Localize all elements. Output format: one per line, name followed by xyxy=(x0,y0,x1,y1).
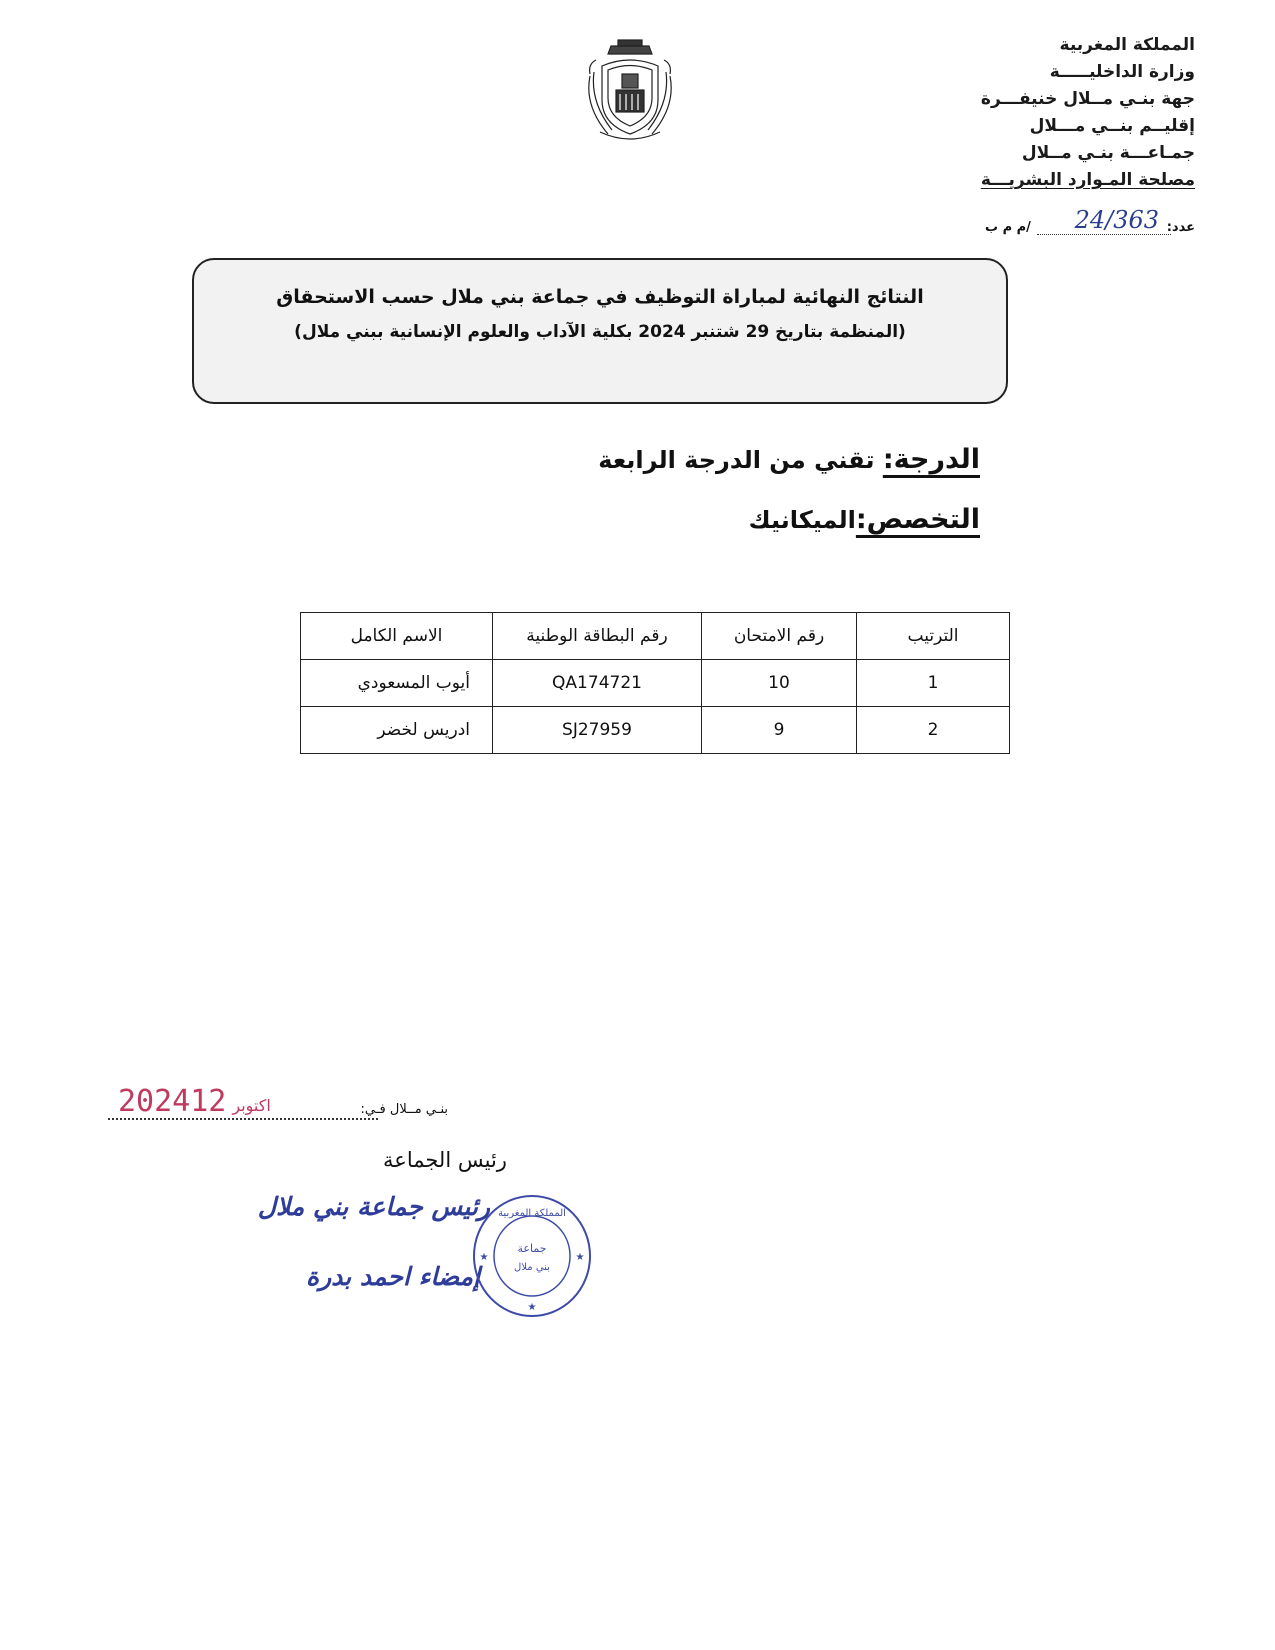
document-title: النتائج النهائية لمباراة التوظيف في جماعة بني ملال حسب الاستحقاق xyxy=(276,286,924,308)
reference-suffix: /م م ب xyxy=(985,220,1031,235)
exam-number-cell: 10 xyxy=(702,660,857,707)
national-id-cell: SJ27959 xyxy=(493,707,702,754)
header-line-province: إقليــم بنــي مـــلال xyxy=(1029,116,1195,136)
column-header-exam-number: رقم الامتحان xyxy=(702,613,857,660)
seal-inner-text-2: بني ملال xyxy=(514,1262,550,1273)
date-stamp-year: 2024 xyxy=(118,1084,191,1119)
signature-name: إمضاء احمد بدرة xyxy=(305,1262,480,1291)
official-seal-icon xyxy=(470,1192,594,1320)
grade-value: تقني من الدرجة الرابعة xyxy=(598,446,883,474)
specialty-line xyxy=(749,504,980,535)
full-name-cell: ادريس لخضر xyxy=(301,707,493,754)
title-box xyxy=(192,258,1008,404)
header-line-ministry: وزارة الداخليـــــة xyxy=(1049,62,1195,82)
reference-dots xyxy=(1037,234,1171,235)
column-header-full-name: الاسم الكامل xyxy=(301,613,493,660)
results-table xyxy=(300,612,1010,754)
date-stamp-day: 12 xyxy=(190,1084,227,1119)
column-header-rank: الترتيب xyxy=(857,613,1010,660)
reference-number xyxy=(985,206,1195,242)
grade-line xyxy=(598,444,980,475)
table-row xyxy=(301,707,1010,754)
column-header-national-id: رقم البطاقة الوطنية xyxy=(493,613,702,660)
date-stamp-month: اكتوبر xyxy=(232,1096,271,1115)
exam-number-cell: 9 xyxy=(702,707,857,754)
svg-text:★: ★ xyxy=(575,1252,585,1263)
table-header-row xyxy=(301,613,1010,660)
date-label: بنـي مــلال فـي: xyxy=(360,1102,448,1117)
reference-label: عدد: xyxy=(1166,220,1195,235)
rank-cell: 1 xyxy=(857,660,1010,707)
svg-text:★: ★ xyxy=(527,1302,537,1313)
coat-of-arms-icon xyxy=(580,36,680,146)
seal-inner-text-1: جماعة xyxy=(517,1242,547,1255)
svg-text:★: ★ xyxy=(479,1252,489,1263)
administration-header xyxy=(905,32,1195,194)
rank-cell: 2 xyxy=(857,707,1010,754)
specialty-value: الميكانيك xyxy=(748,506,856,534)
header-line-department: مصلحة المـوارد البشريـــة xyxy=(980,170,1195,190)
specialty-label: التخصص: xyxy=(855,504,980,535)
date-stamp xyxy=(118,1084,277,1119)
grade-label: الدرجة: xyxy=(882,444,980,475)
date-line xyxy=(108,1084,448,1130)
header-line-region: جهة بنـي مــلال خنيفـــرة xyxy=(980,89,1195,109)
full-name-cell: أيوب المسعودي xyxy=(301,660,493,707)
document-subtitle: (المنظمة بتاريخ 29 شتنبر 2024 بكلية الآداب والعلوم الإنسانية ببني ملال) xyxy=(294,322,906,342)
national-id-cell: QA174721 xyxy=(493,660,702,707)
table-row xyxy=(301,660,1010,707)
header-line-kingdom: المملكة المغربية xyxy=(1059,35,1195,55)
president-title: رئيس الجماعة xyxy=(383,1148,507,1172)
seal-outer-text: المملكة المغربية xyxy=(498,1208,566,1219)
signature-title: رئيس جماعة بني ملال xyxy=(257,1192,490,1221)
reference-handwritten-number: 24/363 xyxy=(1074,206,1159,234)
header-line-commune: جمـاعـــة بنـي مــلال xyxy=(1021,143,1195,163)
